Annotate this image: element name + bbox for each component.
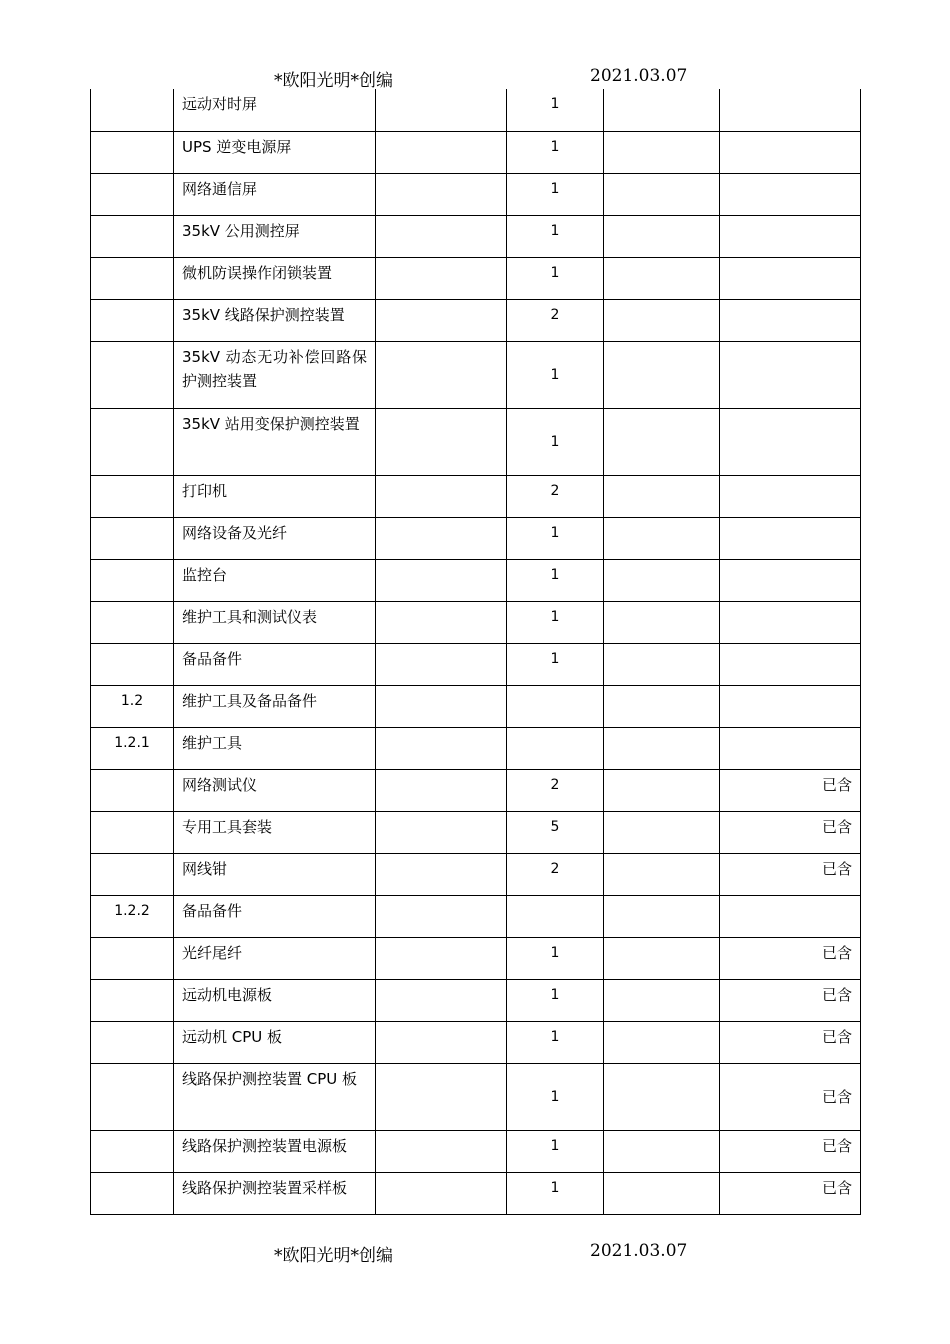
row-quantity: 1 xyxy=(507,341,604,408)
table-row xyxy=(91,1130,861,1172)
table-row xyxy=(91,1172,861,1214)
table-row xyxy=(91,937,861,979)
row-quantity: 1 xyxy=(507,559,604,601)
row-spec xyxy=(376,895,507,937)
table-row xyxy=(91,475,861,517)
footer-date: 2021.03.07 xyxy=(590,1241,688,1261)
row-spec xyxy=(376,559,507,601)
row-quantity: 2 xyxy=(507,299,604,341)
row-price xyxy=(604,853,720,895)
row-price xyxy=(604,895,720,937)
row-spec xyxy=(376,685,507,727)
row-quantity: 1 xyxy=(507,1130,604,1172)
row-price xyxy=(604,727,720,769)
row-quantity: 1 xyxy=(507,979,604,1021)
row-spec xyxy=(376,89,507,131)
row-remark: 已含 xyxy=(720,979,861,1021)
row-number: 1.2 xyxy=(91,685,174,727)
row-name: 维护工具 xyxy=(174,727,376,769)
row-price xyxy=(604,601,720,643)
row-name: 35kV 动态无功补偿回路保护测控装置 xyxy=(174,341,376,408)
row-remark xyxy=(720,257,861,299)
row-spec xyxy=(376,937,507,979)
row-spec xyxy=(376,979,507,1021)
row-name: 光纤尾纤 xyxy=(174,937,376,979)
table-row xyxy=(91,131,861,173)
row-number xyxy=(91,517,174,559)
table-row xyxy=(91,979,861,1021)
row-price xyxy=(604,559,720,601)
row-remark: 已含 xyxy=(720,811,861,853)
row-number xyxy=(91,341,174,408)
row-remark xyxy=(720,89,861,131)
row-quantity: 1 xyxy=(507,517,604,559)
row-quantity: 1 xyxy=(507,643,604,685)
table-row xyxy=(91,727,861,769)
row-spec xyxy=(376,475,507,517)
row-name: UPS 逆变电源屏 xyxy=(174,131,376,173)
row-spec xyxy=(376,408,507,475)
row-remark xyxy=(720,643,861,685)
row-price xyxy=(604,1130,720,1172)
row-quantity: 2 xyxy=(507,475,604,517)
row-name: 网络设备及光纤 xyxy=(174,517,376,559)
row-price xyxy=(604,937,720,979)
page-footer xyxy=(0,1241,950,1267)
row-remark: 已含 xyxy=(720,1063,861,1130)
row-number xyxy=(91,1021,174,1063)
row-spec xyxy=(376,173,507,215)
table-row xyxy=(91,1021,861,1063)
row-name: 线路保护测控装置电源板 xyxy=(174,1130,376,1172)
table-row xyxy=(91,89,861,131)
row-name: 网络通信屏 xyxy=(174,173,376,215)
row-price xyxy=(604,1021,720,1063)
row-spec xyxy=(376,215,507,257)
row-name: 线路保护测控装置 CPU 板 xyxy=(174,1063,376,1130)
row-quantity xyxy=(507,727,604,769)
row-name: 打印机 xyxy=(174,475,376,517)
row-price xyxy=(604,173,720,215)
row-remark: 已含 xyxy=(720,1130,861,1172)
row-remark xyxy=(720,131,861,173)
row-quantity: 1 xyxy=(507,1021,604,1063)
row-price xyxy=(604,475,720,517)
row-number xyxy=(91,811,174,853)
row-quantity: 1 xyxy=(507,1172,604,1214)
row-name: 35kV 公用测控屏 xyxy=(174,215,376,257)
row-spec xyxy=(376,727,507,769)
row-name: 备品备件 xyxy=(174,895,376,937)
row-price xyxy=(604,517,720,559)
row-spec xyxy=(376,643,507,685)
table-row xyxy=(91,408,861,475)
row-number xyxy=(91,643,174,685)
footer-author: *欧阳光明*创编 xyxy=(274,1246,393,1266)
row-quantity xyxy=(507,685,604,727)
row-spec xyxy=(376,1172,507,1214)
row-spec xyxy=(376,1021,507,1063)
table-row xyxy=(91,173,861,215)
row-quantity: 1 xyxy=(507,1063,604,1130)
row-price xyxy=(604,811,720,853)
row-name: 监控台 xyxy=(174,559,376,601)
row-price xyxy=(604,215,720,257)
row-number xyxy=(91,769,174,811)
row-price xyxy=(604,131,720,173)
header-author: *欧阳光明*创编 xyxy=(274,71,393,91)
row-name: 远动机 CPU 板 xyxy=(174,1021,376,1063)
row-spec xyxy=(376,769,507,811)
row-quantity: 5 xyxy=(507,811,604,853)
row-remark: 已含 xyxy=(720,1172,861,1214)
row-price xyxy=(604,257,720,299)
row-spec xyxy=(376,517,507,559)
row-remark: 已含 xyxy=(720,1021,861,1063)
row-remark: 已含 xyxy=(720,769,861,811)
row-spec xyxy=(376,601,507,643)
table-row xyxy=(91,299,861,341)
row-quantity xyxy=(507,895,604,937)
row-price xyxy=(604,1063,720,1130)
row-spec xyxy=(376,131,507,173)
row-remark xyxy=(720,475,861,517)
row-spec xyxy=(376,257,507,299)
row-remark xyxy=(720,685,861,727)
equipment-table xyxy=(90,89,861,1215)
row-name: 网线钳 xyxy=(174,853,376,895)
row-number xyxy=(91,89,174,131)
row-spec xyxy=(376,1130,507,1172)
row-number xyxy=(91,257,174,299)
row-number xyxy=(91,215,174,257)
row-remark xyxy=(720,173,861,215)
row-number xyxy=(91,408,174,475)
table-row xyxy=(91,215,861,257)
table-row xyxy=(91,601,861,643)
row-number xyxy=(91,853,174,895)
row-name: 35kV 线路保护测控装置 xyxy=(174,299,376,341)
row-price xyxy=(604,408,720,475)
row-name: 35kV 站用变保护测控装置 xyxy=(174,408,376,475)
row-price xyxy=(604,341,720,408)
row-price xyxy=(604,769,720,811)
row-quantity: 1 xyxy=(507,131,604,173)
row-price xyxy=(604,1172,720,1214)
row-number: 1.2.2 xyxy=(91,895,174,937)
row-remark xyxy=(720,215,861,257)
row-remark xyxy=(720,727,861,769)
table-row xyxy=(91,853,861,895)
row-name: 线路保护测控装置采样板 xyxy=(174,1172,376,1214)
row-quantity: 1 xyxy=(507,89,604,131)
header-date: 2021.03.07 xyxy=(590,66,688,86)
row-number xyxy=(91,937,174,979)
table-row xyxy=(91,517,861,559)
table-row xyxy=(91,559,861,601)
row-number xyxy=(91,1172,174,1214)
row-remark xyxy=(720,408,861,475)
row-name: 网络测试仪 xyxy=(174,769,376,811)
row-number xyxy=(91,299,174,341)
row-name: 远动对时屏 xyxy=(174,89,376,131)
row-spec xyxy=(376,1063,507,1130)
table-row xyxy=(91,257,861,299)
table-row xyxy=(91,895,861,937)
row-quantity: 1 xyxy=(507,257,604,299)
table-row xyxy=(91,1063,861,1130)
row-quantity: 1 xyxy=(507,173,604,215)
row-name: 远动机电源板 xyxy=(174,979,376,1021)
row-number xyxy=(91,559,174,601)
row-number: 1.2.1 xyxy=(91,727,174,769)
table-row xyxy=(91,341,861,408)
row-spec xyxy=(376,853,507,895)
row-spec xyxy=(376,341,507,408)
row-spec xyxy=(376,811,507,853)
row-quantity: 2 xyxy=(507,853,604,895)
row-number xyxy=(91,173,174,215)
row-quantity: 1 xyxy=(507,215,604,257)
row-number xyxy=(91,1130,174,1172)
row-remark xyxy=(720,895,861,937)
row-remark xyxy=(720,299,861,341)
table-row xyxy=(91,643,861,685)
row-remark: 已含 xyxy=(720,853,861,895)
row-price xyxy=(604,685,720,727)
row-quantity: 2 xyxy=(507,769,604,811)
row-number xyxy=(91,475,174,517)
row-remark: 已含 xyxy=(720,937,861,979)
row-price xyxy=(604,643,720,685)
row-remark xyxy=(720,517,861,559)
table-row xyxy=(91,685,861,727)
row-spec xyxy=(376,299,507,341)
row-quantity: 1 xyxy=(507,937,604,979)
row-name: 维护工具及备品备件 xyxy=(174,685,376,727)
row-number xyxy=(91,131,174,173)
row-name: 备品备件 xyxy=(174,643,376,685)
table-row xyxy=(91,769,861,811)
row-name: 微机防误操作闭锁装置 xyxy=(174,257,376,299)
row-remark xyxy=(720,341,861,408)
row-price xyxy=(604,89,720,131)
row-quantity: 1 xyxy=(507,601,604,643)
row-name: 专用工具套装 xyxy=(174,811,376,853)
row-number xyxy=(91,1063,174,1130)
row-number xyxy=(91,979,174,1021)
row-number xyxy=(91,601,174,643)
row-quantity: 1 xyxy=(507,408,604,475)
row-name: 维护工具和测试仪表 xyxy=(174,601,376,643)
row-price xyxy=(604,979,720,1021)
table-row xyxy=(91,811,861,853)
row-remark xyxy=(720,559,861,601)
row-price xyxy=(604,299,720,341)
row-remark xyxy=(720,601,861,643)
